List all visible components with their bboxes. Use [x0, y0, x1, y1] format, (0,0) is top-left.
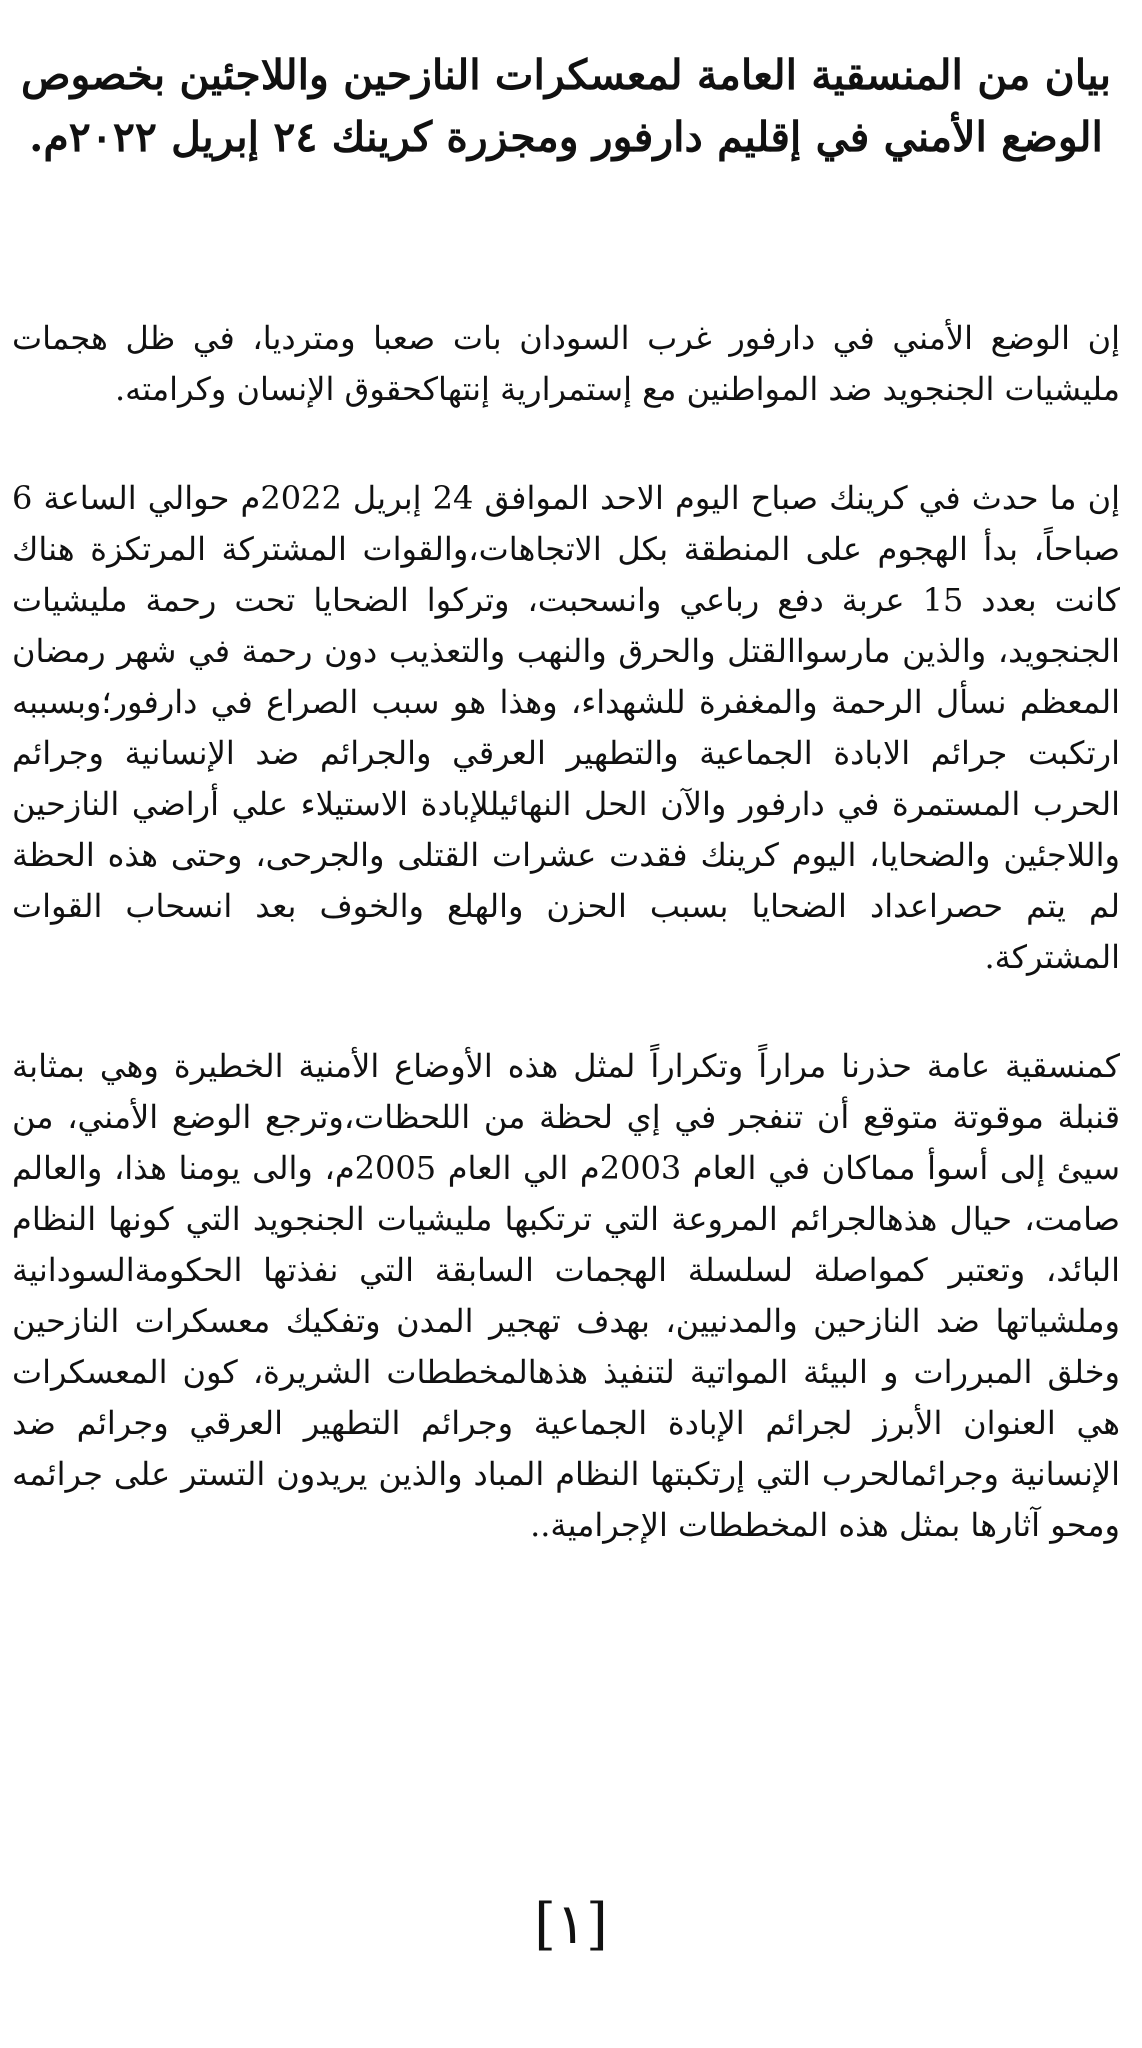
- page-number: [١]: [534, 1892, 608, 1957]
- paragraph-security-situation: إن الوضع الأمني في دارفور غرب السودان بات صعبا ومترديا، في ظل هجمات مليشيات الجنجويد ضد المواطنين مع إستمرارية إنتهاكحقوق الإنسان وكرامته.: [12, 319, 1120, 408]
- document-title: بيان من المنسقية العامة لمعسكرات النازحين واللاجئين بخصوص الوضع الأمني في إقليم دارفور ومجزرة كرينك ٢٤ إبريل ٢٠٢٢م.: [20, 51, 1112, 161]
- paragraph-coordination-warning: كمنسقية عامة حذرنا مراراً وتكراراً لمثل هذه الأوضاع الأمنية الخطيرة وهي بمثابة قنبلة موقوتة متوقع أن تنفجر في إي لحظة من اللحظات،وترجع الوضع الأمني، من سيئ إلى أسوأ مماكان في العام 2003م الي العام 2005م، والى يومنا هذا، والعالم صامت، حيال هذهالجرائم المروعة التي ترتكبها مليشيات الجنجويد التي كونها النظام البائد، وتعتبر كمواصلة لسلسلة الهجمات السابقة التي نفذتها الحكومةالسودانية وملشياتها ضد النازحين والمدنيين، بهدف تهجير المدن وتفكيك معسكرات النازحين وخلق المبررات و البيئة المواتية لتنفيذ هذهالمخططات الشريرة، كون المعسكرات هي العنوان الأبرز لجرائم الإبادة الجماعية وجرائم التطهير العرقي وجرائم ضد الإنسانية وجرائمالحرب التي إرتكبتها النظام المباد والذين يريدون التستر على جرائمه ومحو آثارها بمثل هذه المخططات الإجرامية..: [12, 1047, 1121, 1544]
- paragraph-kereinik-attack: إن ما حدث في كرينك صباح اليوم الاحد الموافق 24 إبريل 2022م حوالي الساعة 6 صباحاً، بدأ الهجوم على المنطقة بكل الاتجاهات،والقوات المشتركة المرتكزة هناك كانت بعدد 15 عربة دفع رباعي وانسحبت، وتركوا الضحايا تحت رحمة مليشيات الجنجويد، والذين مارسواالقتل والحرق والنهب والتعذيب دون رحمة في شهر رمضان المعظم نسأل الرحمة والمغفرة للشهداء، وهذا هو سبب الصراع في دارفور؛وبسببه ارتكبت جرائم الابادة الجماعية والتطهير العرقي والجرائم ضد الإنسانية وجرائم الحرب المستمرة في دارفور والآن الحل النهائيللإبادة الاستيلاء علي أراضي النازحين واللاجئين والضحايا، اليوم كرينك فقدت عشرات القتلى والجرحى، وحتى هذه الحظة لم يتم حصراعداد الضحايا بسبب الحزن والهلع والخوف بعد انسحاب القوات المشتركة.: [12, 479, 1121, 976]
